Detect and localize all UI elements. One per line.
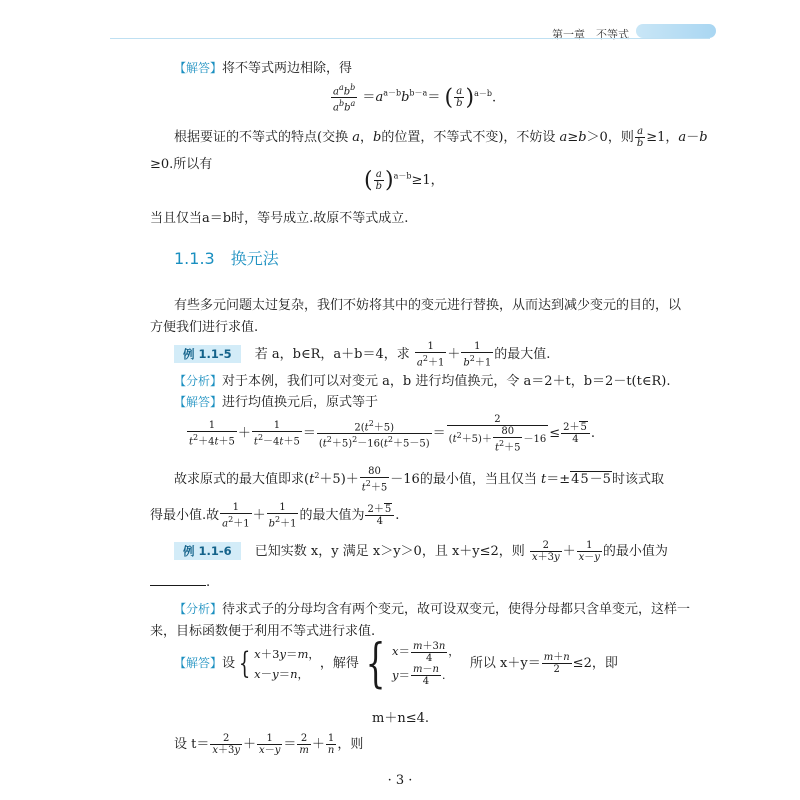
- analysis-tag: 【分析】: [174, 374, 223, 388]
- paragraph-4: 当且仅当a＝b时，等号成立.故原不等式成立.: [150, 211, 409, 226]
- paragraph-3: ≥0.所以有: [150, 157, 213, 172]
- conclusion-line-1: 故求原式的最大值即求$(t^2+5)+$ $\frac{80}{t^2+5}$ －16的最小值，当且仅当 t＝±45－5时该式取: [174, 466, 664, 494]
- intro-line-1: 有些多元问题太过复杂，我们不妨将其中的变元进行替换，从而达到减少变元的目的，以: [174, 298, 682, 313]
- answer-line: 【解答】将不等式两边相除，得: [174, 61, 353, 76]
- example-label-2: 例 1.1-6: [174, 542, 241, 560]
- page-number: · 3 ·: [387, 773, 413, 788]
- example-1-5: 例 1.1-5 若 a，b∈R，a＋b＝4，求 $\frac{1}{a^2+1}$ ＋ $\frac{1}{b^2+1}$ 的最大值.: [174, 341, 550, 368]
- formula-division: $\frac{a^ab^b}{a^bb^a}$ $=a^{a-b}b^{b-a}=$ ( $\frac{a}{b}$ )$^{a-b}$.: [333, 83, 497, 114]
- section-title: 换元法: [230, 249, 279, 268]
- example-label: 例 1.1-5: [174, 345, 241, 363]
- example-1-6: 例 1.1-6 已知实数 x，y 满足 x＞y＞0，且 x＋y≤2，则 $\frac{2}{x+3y}$ ＋ $\frac{1}{x-y}$ 的最小值为: [174, 540, 668, 563]
- section-heading: [174, 246, 279, 269]
- formula-ratio: ( $\frac{a}{b}$ )$^{a-b}$≥1，: [364, 168, 444, 193]
- answer-blank: .: [150, 575, 210, 590]
- substitution-t: 设 t＝ $\frac{2}{x+3y}$ ＋ $\frac{1}{x-y}$ ＝ $\frac{2}{m}$ ＋ $\frac{1}{n}$ ，则: [174, 733, 364, 756]
- conclusion-line-2: 得最小值.故 $\frac{1}{a^2+1}$ ＋ $\frac{1}{b^2+1}$ 的最大值为 $\frac{2+5}{4}$ .: [150, 502, 400, 530]
- header-rule: [110, 38, 710, 39]
- answer-tag: 【解答】: [174, 61, 223, 75]
- mn-inequality: m＋n≤4.: [372, 711, 429, 726]
- chapter-header: 第一章 不等式: [552, 28, 629, 41]
- analysis-line-2: 【分析】待求式子的分母均含有两个变元，故可设双变元，使得分母都只含单变元，这样一: [174, 602, 691, 617]
- paragraph-2: 根据要证的不等式的特点(交换 a，b的位置，不等式不变)，不妨设 a≥b＞0，则 $\frac{a}{b}$ ≥1，a－b: [174, 126, 708, 149]
- formula-substitution: $\frac{1}{t^2+4t+5}$ ＋ $\frac{1}{t^2-4t+5}$ ＝ $\frac{2(t^2+5)}{(t^2+5)^2-16(t^2+5-5)}$ ＝ 2 $(t^2+5)+$ $\frac{80}{t^2+5}$ －16 ≤ $\frac{2+5}{4}$ .: [189, 414, 595, 454]
- analysis-line-3: 来，目标函数便于利用不等式进行求值.: [150, 624, 376, 639]
- header-decor-bar: [636, 24, 716, 38]
- intro-line-2: 方便我们进行求值.: [150, 320, 259, 335]
- section-number: 1.1.3: [174, 249, 215, 268]
- answer-line-2: 【解答】进行均值换元后，原式等于: [174, 395, 379, 410]
- answer-system: 【解答】设 { x＋3y＝m， x－y＝n，，解得 { x＝ $\frac{m+3n}{4}$ ， y＝ $\frac{m-n}{4}$ . 所以 x＋y＝ $\frac{m+n}{2}$ ≤2，即: [174, 633, 618, 694]
- analysis-line: 【分析】对于本例，我们可以对变元 a，b 进行均值换元，令 a＝2＋t，b＝2－t(t∈R).: [174, 374, 671, 389]
